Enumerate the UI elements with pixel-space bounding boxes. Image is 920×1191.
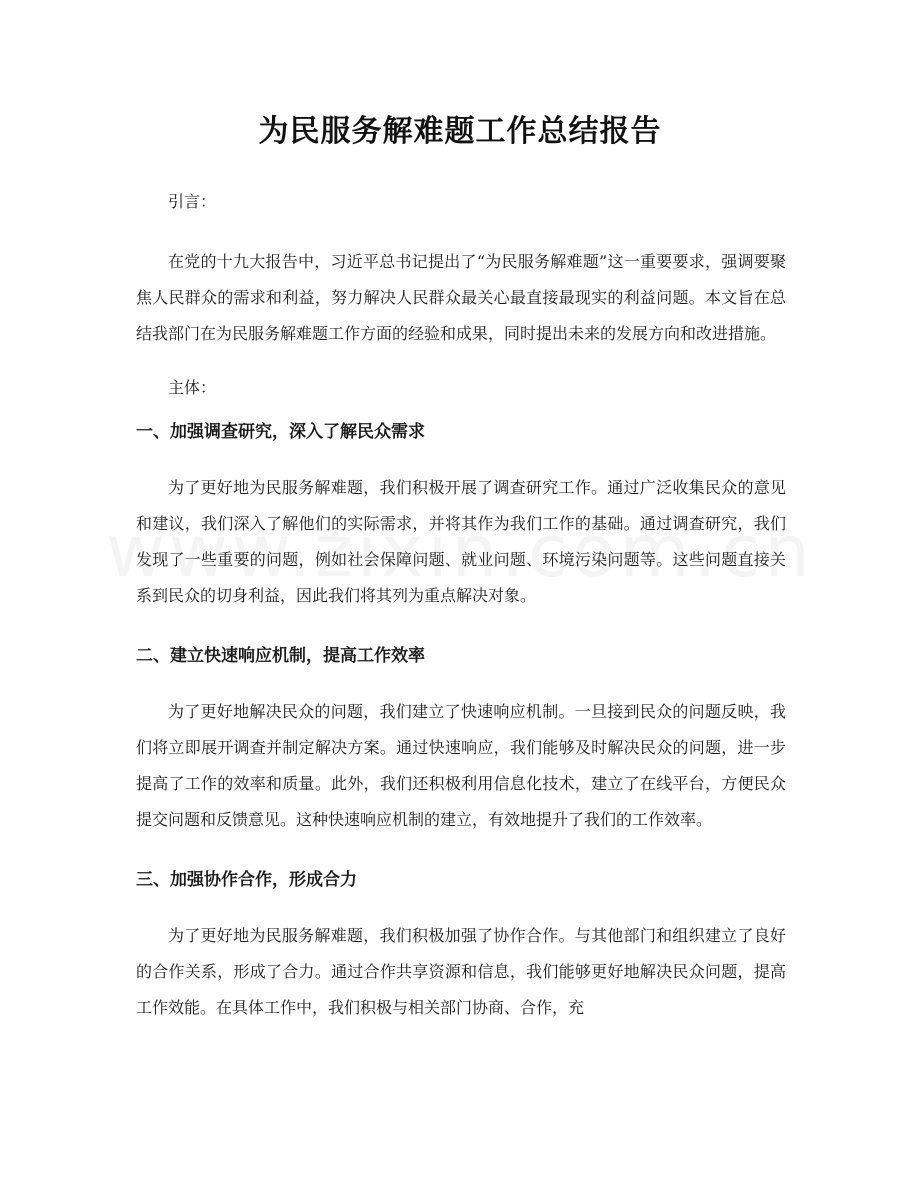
section-2: [136, 640, 786, 838]
section-paragraph: 为了更好地为民服务解难题，我们积极开展了调查研究工作。通过广泛收集民众的意见和建议，我们深入了解他们的实际需求，并将其作为我们工作的基础。通过调查研究，我们发现了一些重要的问题，例如社会保障问题、就业问题、环境污染问题等。这些问题直接关系到民众的切身利益，因此我们将其列为重点解决对象。: [136, 478, 786, 605]
section-heading: 一、加强调查研究，深入了解民众需求: [136, 422, 425, 442]
intro-paragraph: 在党的十九大报告中，习近平总书记提出了“为民服务解难题”这一重要要求，强调要聚焦人民群众的需求和利益，努力解决人民群众最关心最直接最现实的利益问题。本文旨在总结我部门在为民服务解难题工作方面的经验和成果，同时提出未来的发展方向和改进措施。: [136, 252, 786, 343]
document-title: 为民服务解难题工作总结报告: [258, 114, 662, 149]
section-1: [136, 416, 786, 614]
section-paragraph: 为了更好地解决民众的问题，我们建立了快速响应机制。一旦接到民众的问题反映，我们将立即展开调查并制定解决方案。通过快速响应，我们能够及时解决民众的问题，进一步提高了工作的效率和质量。此外，我们还积极利用信息化技术，建立了在线平台，方便民众提交问题和反馈意见。这种快速响应机制的建立，有效地提升了我们的工作效率。: [136, 702, 786, 829]
section-3: [136, 864, 786, 1026]
section-heading: 三、加强协作合作，形成合力: [136, 870, 357, 890]
section-paragraph: 为了更好地为民服务解难题，我们积极加强了协作合作。与其他部门和组织建立了良好的合作关系，形成了合力。通过合作共享资源和信息，我们能够更好地解决民众问题，提高工作效能。在具体工作中，我们积极与相关部门协商、合作，充: [136, 926, 786, 1017]
document-body: [136, 186, 786, 1026]
section-heading: 二、建立快速响应机制，提高工作效率: [136, 646, 425, 666]
intro-label: 引言：: [168, 192, 217, 211]
body-label: 主体：: [168, 378, 217, 397]
